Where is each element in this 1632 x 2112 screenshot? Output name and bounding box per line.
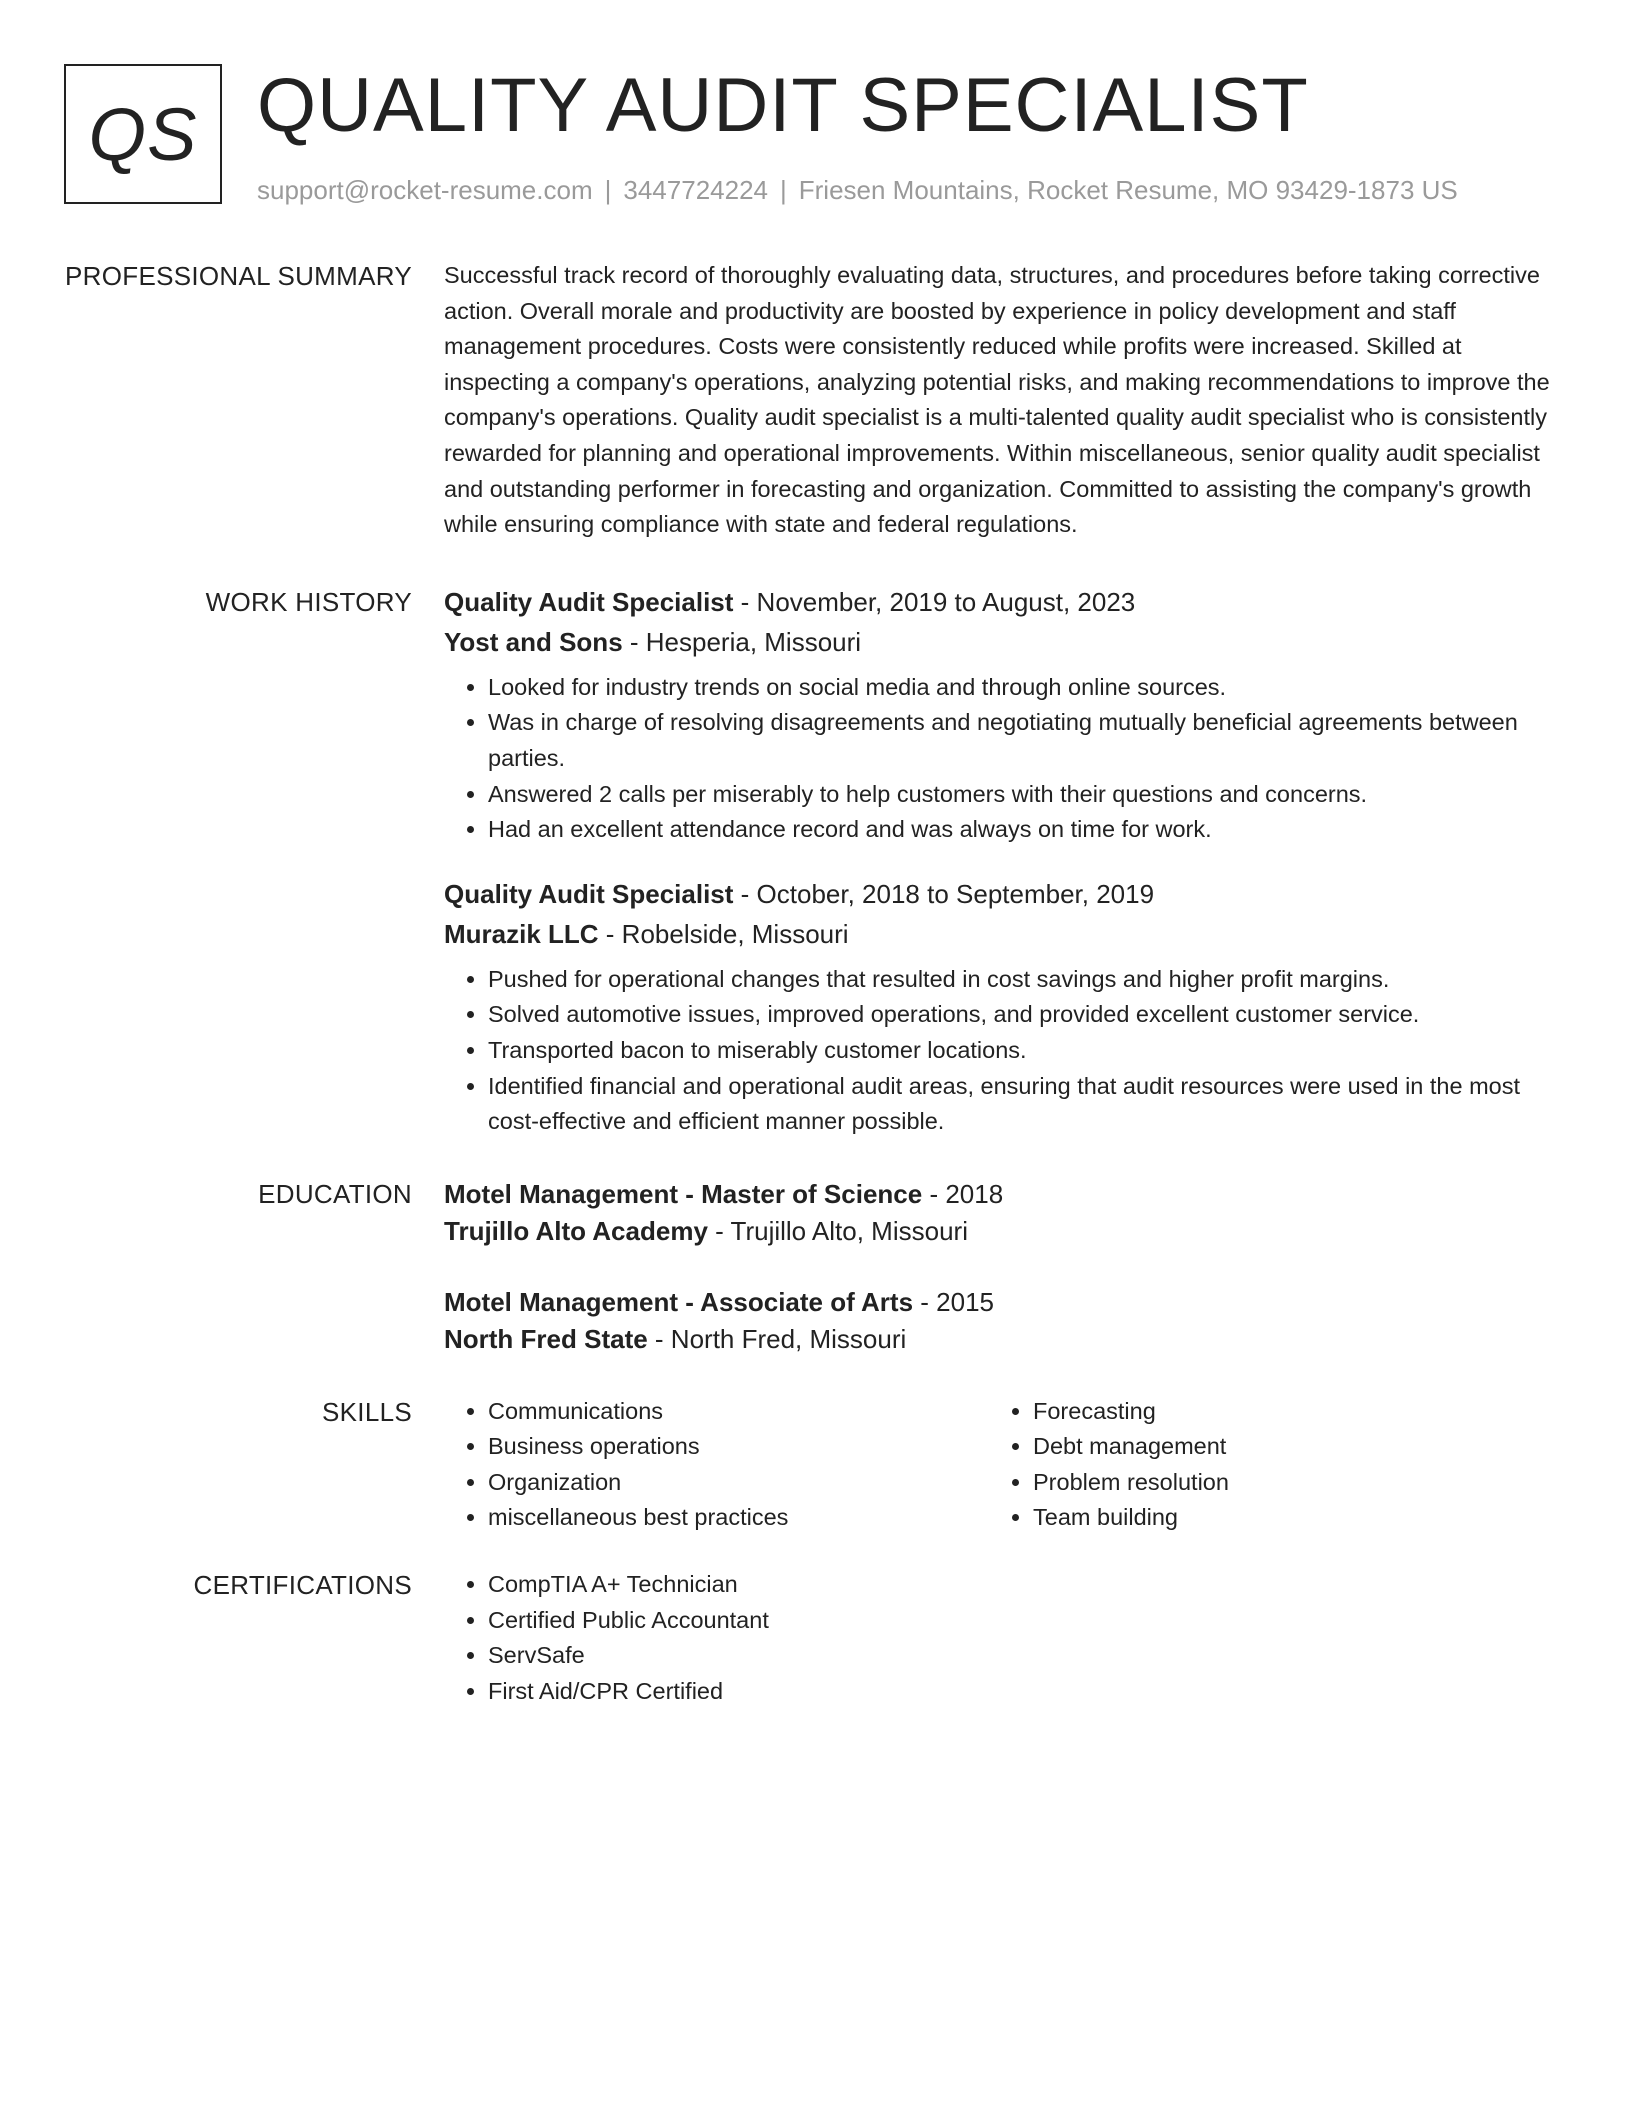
contact-phone: 3447724224	[623, 175, 768, 205]
section-education	[64, 1176, 1568, 1358]
job-entry	[444, 876, 1568, 1140]
skills-list	[989, 1394, 1534, 1536]
skill-item: • Debt management	[1033, 1429, 1534, 1465]
certifications-body	[444, 1567, 1568, 1709]
section-label: CERTIFICATIONS	[193, 1570, 412, 1601]
job-title-line	[444, 584, 1568, 620]
section-professional-summary	[64, 258, 1568, 543]
section-certifications	[64, 1567, 1568, 1709]
job-bullets	[444, 962, 1568, 1140]
education-entry	[444, 1176, 1568, 1250]
job-bullet: • Was in charge of resolving disagreements and negotiating mutually beneficial agreements between parties.	[488, 705, 1568, 776]
skill-item: • Forecasting	[1033, 1394, 1534, 1430]
job-company: Murazik LLC	[444, 918, 599, 949]
certification-item: • Certified Public Accountant	[488, 1603, 1568, 1639]
education-school-line	[444, 1213, 1568, 1250]
section-work-history	[64, 584, 1568, 1140]
education-degree: Motel Management - Master of Science	[444, 1178, 923, 1209]
skill-item: • Problem resolution	[1033, 1465, 1534, 1501]
education-degree-line	[444, 1284, 1568, 1321]
section-label: PROFESSIONAL SUMMARY	[65, 261, 412, 291]
resume-content	[64, 258, 1568, 1709]
summary-text: Successful track record of thoroughly evaluating data, structures, and procedures before taking corrective action. Overall morale and productivity are boosted by experience in policy development and staff management procedures. Costs were consistently reduced while profits were increased. Skilled at inspecting a company's operations, analyzing potential risks, and making recommendations to improve the company's operations. Quality audit specialist is a multi-talented quality audit specialist who is consistently rewarded for planning and operational improvements. Within miscellaneous, senior quality audit specialist and outstanding performer in forecasting and organization. Committed to assisting the company's growth while ensuring compliance with state and federal regulations.	[444, 262, 1550, 538]
section-skills	[64, 1394, 1568, 1536]
education-school-line	[444, 1321, 1568, 1358]
job-title: Quality Audit Specialist	[444, 878, 734, 909]
certification-item: • First Aid/CPR Certified	[488, 1674, 1568, 1710]
contact-separator: |	[780, 175, 787, 205]
certification-item: • CompTIA A+ Technician	[488, 1567, 1568, 1603]
job-title: Quality Audit Specialist	[444, 586, 734, 617]
skills-list	[444, 1394, 989, 1536]
skill-item: • miscellaneous best practices	[488, 1500, 989, 1536]
skills-column-right	[989, 1394, 1534, 1536]
education-year: - 2015	[913, 1286, 994, 1317]
job-location: - Hesperia, Missouri	[622, 626, 862, 657]
job-bullet: • Had an excellent attendance record and was always on time for work.	[488, 812, 1568, 848]
monogram-badge: QS	[64, 64, 222, 204]
section-label: SKILLS	[322, 1396, 412, 1427]
job-dates: - October, 2018 to September, 2019	[733, 878, 1155, 909]
skill-item: • Team building	[1033, 1500, 1534, 1536]
job-bullets	[444, 670, 1568, 848]
skills-body	[444, 1394, 1568, 1536]
job-bullet: • Pushed for operational changes that resulted in cost savings and higher profit margins.	[488, 962, 1568, 998]
certification-item: • ServSafe	[488, 1638, 1568, 1674]
education-year: - 2018	[922, 1178, 1004, 1209]
education-location: - North Fred, Missouri	[647, 1323, 907, 1354]
job-bullet: • Identified financial and operational audit areas, ensuring that audit resources were used in the most cost-effective and efficient manner possible.	[488, 1069, 1568, 1140]
job-bullet: • Looked for industry trends on social media and through online sources.	[488, 670, 1568, 706]
job-location: - Robelside, Missouri	[598, 918, 849, 949]
education-body	[444, 1176, 1568, 1358]
work-history-body	[444, 584, 1568, 1140]
contact-email: support@rocket-resume.com	[257, 175, 593, 205]
job-title-line	[444, 876, 1568, 912]
skill-item: • Business operations	[488, 1429, 989, 1465]
education-school: Trujillo Alto Academy	[444, 1215, 708, 1246]
job-company-line	[444, 624, 1568, 660]
resume-header	[64, 64, 1568, 210]
education-location: - Trujillo Alto, Missouri	[707, 1215, 968, 1246]
contact-separator: |	[604, 175, 612, 205]
job-company: Yost and Sons	[444, 626, 623, 657]
education-entry	[444, 1284, 1568, 1358]
education-school: North Fred State	[444, 1323, 648, 1354]
certifications-list	[444, 1567, 1568, 1709]
education-degree: Motel Management - Associate of Arts	[444, 1286, 914, 1317]
education-degree-line	[444, 1176, 1568, 1213]
section-label: EDUCATION	[258, 1178, 412, 1209]
contact-line	[257, 174, 1458, 206]
job-bullet: • Solved automotive issues, improved operations, and provided excellent customer service.	[488, 997, 1568, 1033]
job-company-line	[444, 916, 1568, 952]
job-bullet: • Transported bacon to miserably customer locations.	[488, 1033, 1568, 1069]
job-entry	[444, 584, 1568, 848]
skill-item: • Communications	[488, 1394, 989, 1430]
job-dates: - November, 2019 to August, 2023	[733, 586, 1136, 617]
job-bullet: • Answered 2 calls per miserably to help customers with their questions and concerns.	[488, 777, 1568, 813]
skill-item: • Organization	[488, 1465, 989, 1501]
skills-column-left	[444, 1394, 989, 1536]
section-label: WORK HISTORY	[205, 586, 412, 617]
resume-title: QUALITY AUDIT SPECIALIST	[257, 63, 1309, 148]
contact-address: Friesen Mountains, Rocket Resume, MO 93429-1873 US	[798, 175, 1458, 205]
